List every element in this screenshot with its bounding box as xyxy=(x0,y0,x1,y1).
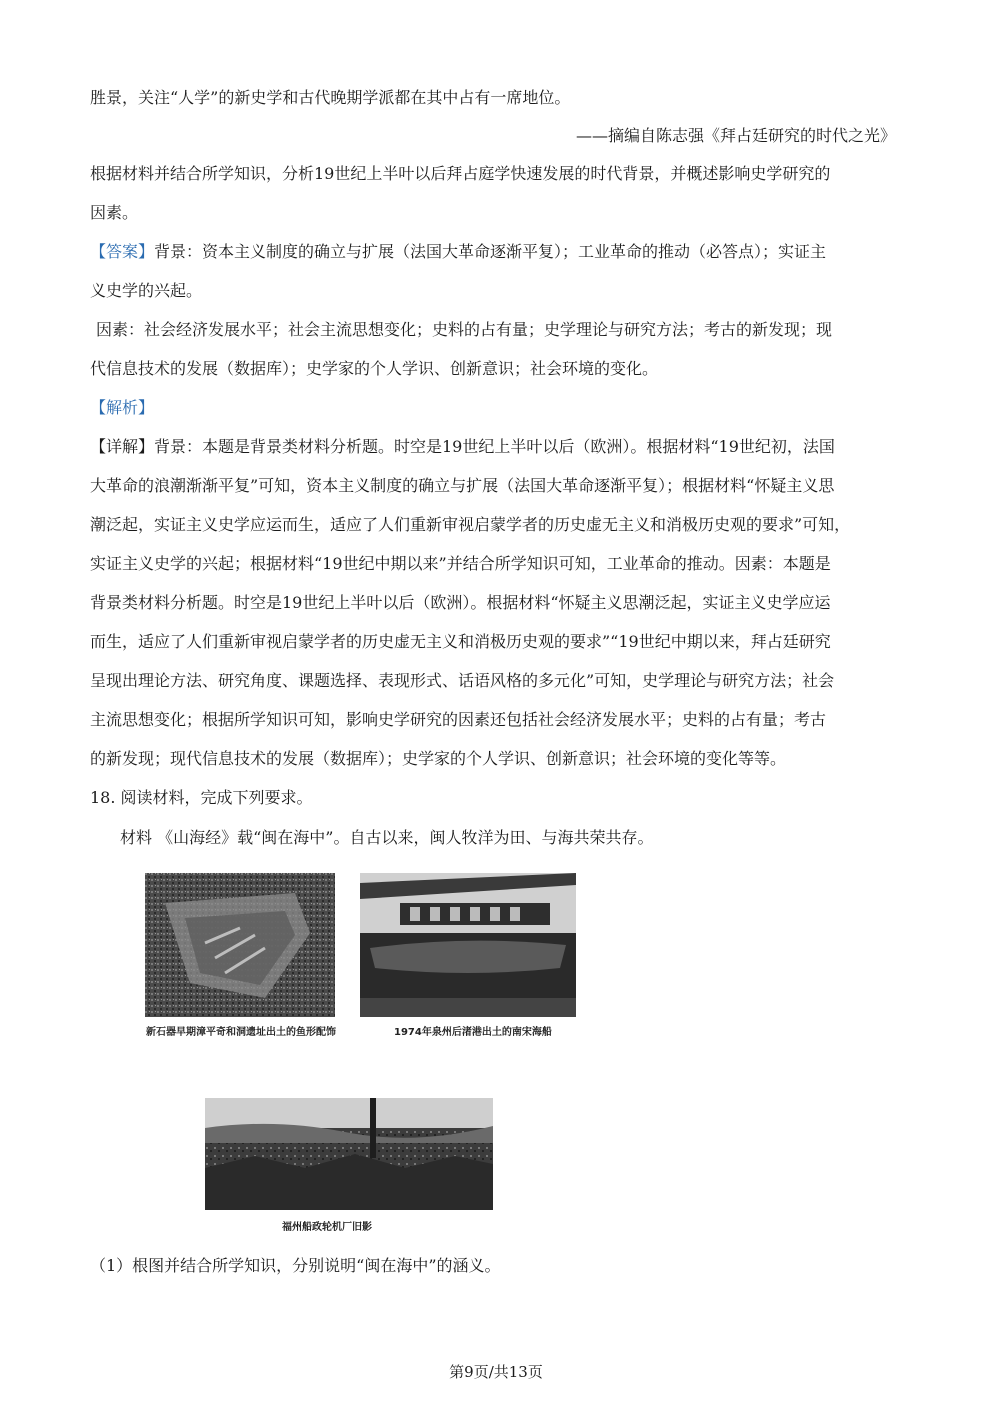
text-line: 而生，适应了人们重新审视启蒙学者的历史虚无主义和消极历史观的要求”“19世纪中期以来，拜占廷研究 xyxy=(90,632,831,651)
figure-caption: 新石器早期漳平奇和洞遗址出土的鱼形配饰 xyxy=(146,1027,336,1038)
analysis-line xyxy=(90,396,902,420)
text-line: 大革命的浪潮渐渐平复”可知，资本主义制度的确立与扩展（法国大革命逐渐平复）；根据材料“怀疑主义思 xyxy=(90,476,835,495)
text-line: 主流思想变化；根据所学知识可知，影响史学研究的因素还包括社会经济发展水平；史料的占有量；考古 xyxy=(90,710,827,729)
text-line: 因素：社会经济发展水平；社会主流思想变化；史料的占有量；史学理论与研究方法；考古的新发现；现 xyxy=(96,320,833,339)
text-line: 义史学的兴起。 xyxy=(90,281,203,300)
text-line: 根据材料并结合所学知识，分析19世纪上半叶以后拜占庭学快速发展的时代背景，并概述影响史学研究的 xyxy=(90,164,831,183)
answer-text: 背景：资本主义制度的确立与扩展（法国大革命逐渐平复）；工业革命的推动（必答点）；实证主 xyxy=(154,242,827,261)
text-line: 因素。 xyxy=(90,203,139,222)
figure-caption: 1974年泉州后渚港出土的南宋海船 xyxy=(394,1027,552,1038)
text-line: 胜景，关注“人学”的新史学和古代晚期学派都在其中占有一席地位。 xyxy=(90,88,571,107)
answer-tag: 【答案】 xyxy=(90,242,155,261)
material-text: 材料 《山海经》载“闽在海中”。自古以来，闽人牧洋为田、与海共荣共存。 xyxy=(120,828,654,847)
text-line: 【详解】背景：本题是背景类材料分析题。时空是19世纪上半叶以后（欧洲）。根据材料“19世纪初，法国 xyxy=(90,437,835,456)
photo-song-ship xyxy=(360,873,576,1017)
question-heading: 18. 阅读材料，完成下列要求。 xyxy=(90,788,313,807)
analysis-tag: 【解析】 xyxy=(90,398,155,417)
sub-question: （1）根图并结合所学知识，分别说明“闽在海中”的涵义。 xyxy=(90,1256,501,1275)
figure-caption: 福州船政轮机厂旧影 xyxy=(282,1222,372,1233)
text-line: 实证主义史学的兴起；根据材料“19世纪中期以来”并结合所学知识可知，工业革命的推动。因素：本题是 xyxy=(90,554,831,573)
text-line: 潮泛起，实证主义史学应运而生，适应了人们重新审视启蒙学者的历史虚无主义和消极历史观的要求”可知， xyxy=(90,515,851,534)
text-line: 呈现出理论方法、研究角度、课题选择、表现形式、话语风格的多元化”可知，史学理论与研究方法；社会 xyxy=(90,671,835,690)
citation: ——摘编自陈志强《拜占廷研究的时代之光》 xyxy=(575,126,896,145)
photo-fuzhou-shipyard xyxy=(205,1098,493,1210)
text-line: 背景类材料分析题。时空是19世纪上半叶以后（欧洲）。根据材料“怀疑主义思潮泛起，实证主义史学应运 xyxy=(90,593,831,612)
answer-line xyxy=(90,240,902,264)
page-number: 第9页/共13页 xyxy=(449,1363,543,1381)
text-line: 的新发现；现代信息技术的发展（数据库）；史学家的个人学识、创新意识；社会环境的变化等等。 xyxy=(90,749,787,768)
photo-fish-ornament xyxy=(145,873,335,1017)
text-line: 代信息技术的发展（数据库）；史学家的个人学识、创新意识；社会环境的变化。 xyxy=(90,359,659,378)
